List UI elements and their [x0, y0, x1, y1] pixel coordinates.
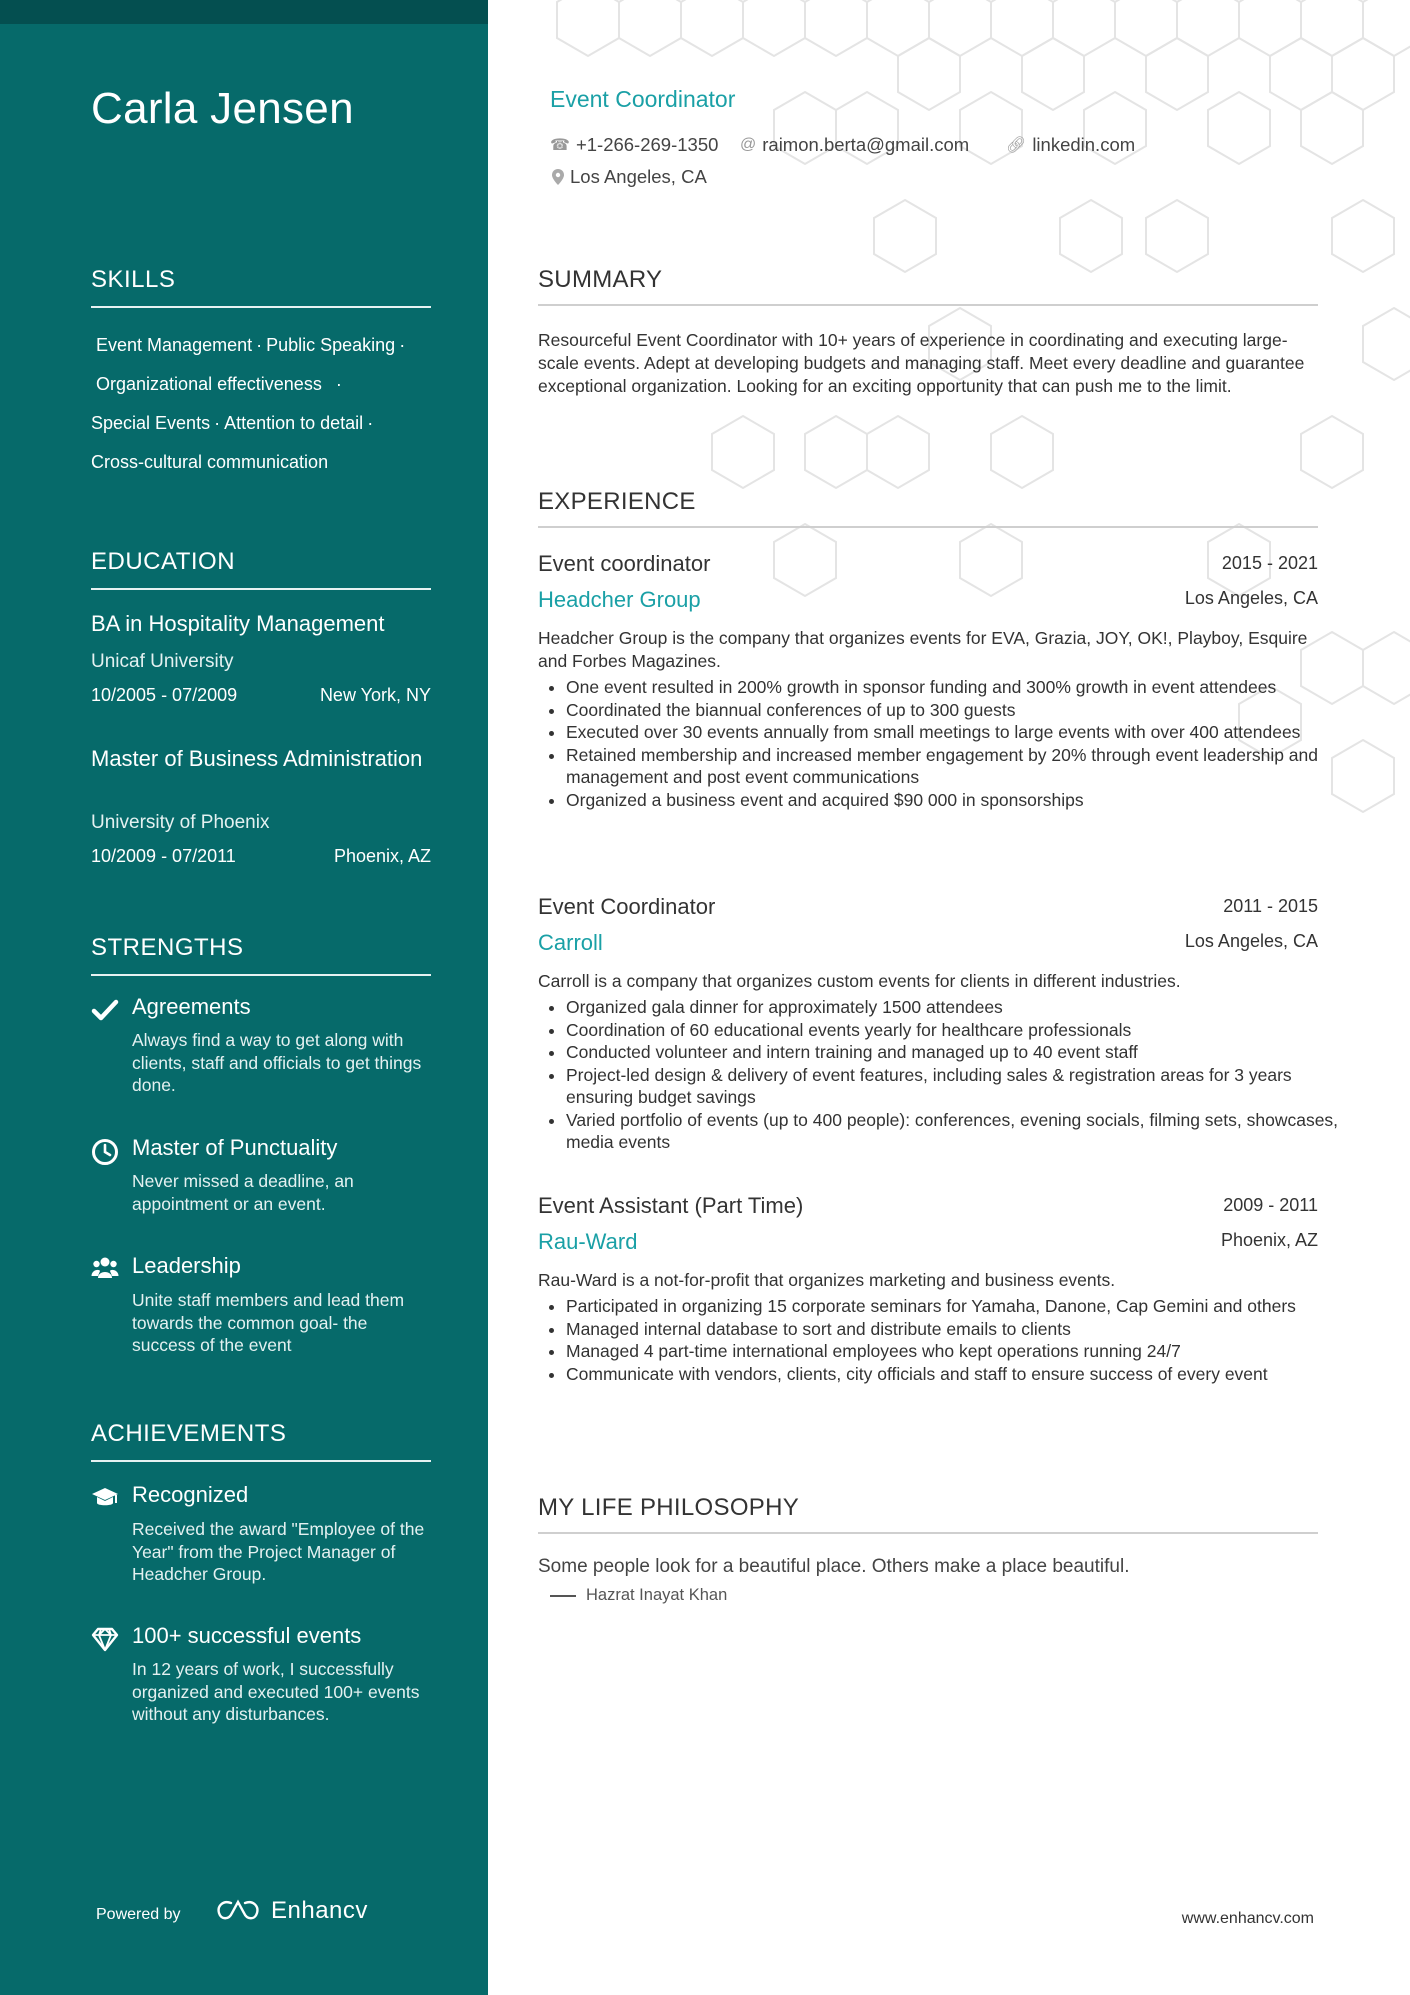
- experience-company: Headcher Group: [538, 587, 701, 612]
- experience-bullet: • Coordination of 60 educational events yearly for healthcare professionals: [566, 1019, 1346, 1042]
- experience-location: Los Angeles, CA: [1184, 588, 1318, 608]
- experience-company: Carroll: [538, 930, 603, 955]
- philosophy-quote: Some people look for a beautiful place. Others make a place beautiful.: [538, 1556, 1130, 1577]
- skill-item: Attention to detail: [224, 413, 364, 433]
- education-meta: [91, 846, 431, 867]
- phone-text: +1-266-269-1350: [575, 134, 719, 155]
- contact-email[interactable]: [740, 134, 969, 156]
- location-text: Los Angeles, CA: [570, 166, 707, 187]
- candidate-name: Carla Jensen: [91, 84, 354, 133]
- experience-bullet: • One event resulted in 200% growth in sponsor funding and 300% growth in event attendees: [566, 676, 1346, 699]
- experience-bullet: • Project-led design & delivery of event features, including sales & registration areas for 3 years ensuring budget savings: [566, 1064, 1346, 1109]
- skill-item: Organizational effectiveness: [96, 374, 322, 394]
- strengths-heading: STRENGTHS: [91, 934, 431, 976]
- education-dates: 10/2005 - 07/2009: [91, 685, 238, 705]
- experience-description: Headcher Group is the company that organizes events for EVA, Grazia, JOY, OK!, Playboy, Esquire and Forbes Magazines.: [538, 628, 1308, 671]
- strength-title: Leadership: [132, 1253, 241, 1278]
- experience-description: Carroll is a company that organizes custom events for clients in different industries.: [538, 971, 1181, 991]
- skill-item: Public Speaking: [266, 335, 396, 355]
- experience-role: Event Assistant (Part Time): [538, 1193, 804, 1218]
- education-school: University of Phoenix: [91, 812, 270, 833]
- experience-role: Event Coordinator: [538, 894, 716, 919]
- strength-desc: Never missed a deadline, an appointment or an event.: [132, 1171, 354, 1214]
- email-text: raimon.berta@gmail.com: [762, 134, 970, 155]
- powered-by-label: Powered by: [96, 1906, 181, 1923]
- education-dates: 10/2009 - 07/2011: [91, 846, 236, 866]
- experience-dates: 2015 - 2021: [1221, 553, 1318, 573]
- contact-location: [552, 166, 707, 188]
- clock-icon: [91, 1138, 119, 1166]
- achievements-heading: ACHIEVEMENTS: [91, 1420, 431, 1462]
- sidebar-top-band: [0, 0, 488, 24]
- strength-title: Agreements: [132, 994, 251, 1019]
- at-icon: @: [740, 136, 757, 153]
- skill-item: Event Management: [96, 335, 253, 355]
- experience-bullet: • Organized gala dinner for approximately 1500 attendees: [566, 996, 1346, 1019]
- link-icon: 🔗︎: [1006, 137, 1027, 154]
- achievement-title: 100+ successful events: [132, 1623, 362, 1648]
- diamond-icon: [91, 1625, 119, 1653]
- achievement-title: Recognized: [132, 1482, 249, 1507]
- philosophy-author: [550, 1586, 727, 1605]
- strength-desc: Unite staff members and lead them towards the common goal- the success of the event: [132, 1290, 405, 1355]
- education-location: Phoenix, AZ: [333, 846, 431, 866]
- summary-text: Resourceful Event Coordinator with 10+ years of experience in coordinating and executing large-scale events. Adept at developing budgets and managing staff. Meet every deadline and guarantee exceptional organization. Looking for an exciting opportunity that can push me to the limit.: [538, 330, 1305, 396]
- enhancv-logo[interactable]: [215, 1897, 368, 1925]
- linkedin-text: linkedin.com: [1032, 134, 1136, 155]
- experience-bullet: • Managed 4 part-time international employees who kept operations running 24/7: [566, 1340, 1346, 1363]
- check-icon: [91, 996, 119, 1024]
- experience-bullet: • Participated in organizing 15 corporate seminars for Yamaha, Danone, Cap Gemini and others: [566, 1295, 1346, 1318]
- graduation-cap-icon: [91, 1484, 119, 1512]
- author-name: Hazrat Inayat Khan: [586, 1586, 728, 1604]
- skill-item: Special Events: [91, 413, 211, 433]
- enhancv-brand: Enhancv: [271, 1897, 368, 1924]
- achievement-desc: Received the award "Employee of the Year" from the Project Manager of Headcher Group.: [132, 1519, 425, 1584]
- achievement-desc: In 12 years of work, I successfully organized and executed 100+ events without any disturbances.: [132, 1659, 420, 1724]
- experience-bullet: • Managed internal database to sort and distribute emails to clients: [566, 1318, 1346, 1341]
- author-dash: [550, 1595, 576, 1597]
- skills-heading: SKILLS: [91, 266, 431, 308]
- experience-bullet: • Organized a business event and acquired $90 000 in sponsorships: [566, 789, 1346, 812]
- job-title: Event Coordinator: [550, 86, 736, 112]
- experience-location: Phoenix, AZ: [1220, 1230, 1318, 1250]
- education-school: Unicaf University: [91, 651, 234, 672]
- sidebar: [0, 0, 488, 1995]
- skill-item: Cross-cultural communication: [91, 452, 329, 472]
- experience-bullets: [538, 996, 1346, 1154]
- contact-linkedin[interactable]: [1006, 134, 1135, 156]
- experience-description: Rau-Ward is a not-for-profit that organizes marketing and business events.: [538, 1270, 1116, 1290]
- contact-phone[interactable]: [550, 134, 718, 156]
- users-icon: [91, 1254, 119, 1282]
- experience-role: Event coordinator: [538, 551, 711, 576]
- phone-icon: ☎: [550, 137, 570, 154]
- education-heading: EDUCATION: [91, 548, 431, 590]
- strength-desc: Always find a way to get along with clients, staff and officials to get things done.: [132, 1030, 422, 1095]
- strength-title: Master of Punctuality: [132, 1135, 338, 1160]
- experience-bullets: [538, 1295, 1346, 1385]
- skills-list: Event Management · Public Speaking · Organizational effectiveness · Special Events · Attention to detail · Cross-cultural communication: [91, 335, 406, 472]
- experience-dates: 2009 - 2011: [1223, 1195, 1318, 1215]
- experience-bullet: • Executed over 30 events annually from small meetings to large events with over 400 attendees: [566, 721, 1346, 744]
- experience-bullet: • Communicate with vendors, clients, city officials and staff to ensure success of every event: [566, 1363, 1346, 1386]
- education-degree: BA in Hospitality Management: [91, 611, 385, 636]
- education-meta: [91, 685, 431, 706]
- experience-dates: 2011 - 2015: [1223, 896, 1318, 916]
- website-link[interactable]: www.enhancv.com: [1181, 1910, 1314, 1927]
- experience-bullet: • Varied portfolio of events (up to 400 people): conferences, evening socials, filming sets, showcases, media events: [566, 1109, 1346, 1154]
- experience-company: Rau-Ward: [538, 1229, 638, 1254]
- experience-bullet: • Coordinated the biannual conferences of up to 300 guests: [566, 699, 1346, 722]
- experience-bullet: • Conducted volunteer and intern training and managed up to 40 event staff: [566, 1041, 1346, 1064]
- experience-bullets: [538, 676, 1346, 811]
- experience-location: Los Angeles, CA: [1184, 931, 1318, 951]
- philosophy-heading: MY LIFE PHILOSOPHY: [538, 1494, 1318, 1534]
- education-degree: Master of Business Administration: [91, 746, 423, 771]
- experience-bullet: • Retained membership and increased member engagement by 20% through event leadership and management and post event communications: [566, 744, 1346, 789]
- experience-heading: EXPERIENCE: [538, 488, 1318, 528]
- summary-heading: SUMMARY: [538, 266, 1318, 306]
- enhancv-logo-mark-icon: [215, 1898, 261, 1924]
- location-pin-icon: [552, 169, 564, 185]
- education-location: New York, NY: [319, 685, 431, 705]
